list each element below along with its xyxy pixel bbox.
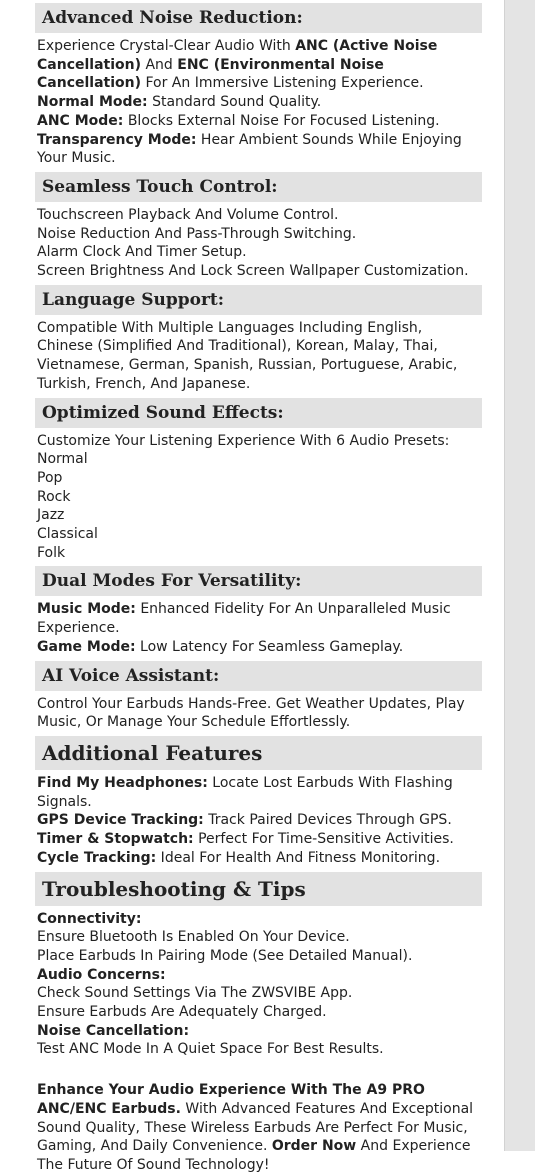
text: Hear Ambient Sounds While Enjoying Your Music. <box>37 131 462 167</box>
bold-text: Order Now <box>271 1138 357 1155</box>
section-heading-troubleshooting-tips: Troubleshooting & Tips <box>35 872 482 906</box>
text-line <box>37 131 482 168</box>
bold-text: Normal Mode: <box>37 94 148 111</box>
text-line <box>37 206 482 225</box>
text: And <box>141 56 178 73</box>
text: Compatible With Multiple Languages Including English, Chinese (Simplified And Traditional), Korean, Malay, Thai, Vietnamese, German, Spanish, Russian, Portuguese, Arabic, Turkish, French, And Japanese. <box>37 319 458 392</box>
text: Alarm Clock And Timer Setup. <box>37 244 247 261</box>
section-heading-ai-voice-assistant: AI Voice Assistant: <box>35 661 482 691</box>
text: Test ANC Mode In A Quiet Space For Best Results. <box>37 1041 384 1058</box>
text: Screen Brightness And Lock Screen Wallpaper Customization. <box>37 263 469 280</box>
bold-text: Find My Headphones: <box>37 774 208 791</box>
text: Ensure Bluetooth Is Enabled On Your Device. <box>37 929 350 946</box>
text: Noise Reduction And Pass-Through Switching. <box>37 225 357 242</box>
text-line <box>37 910 482 929</box>
text-line <box>37 93 482 112</box>
text-line <box>37 112 482 131</box>
bold-text: ENC (Environmental Noise Cancellation) <box>37 56 384 92</box>
text-line <box>37 488 482 507</box>
text-line <box>37 1040 482 1059</box>
text: Pop <box>37 469 63 486</box>
text-line <box>37 544 482 563</box>
section-body <box>37 37 482 168</box>
bold-text: Noise Cancellation: <box>37 1022 190 1039</box>
text-line <box>37 774 482 811</box>
text-line <box>37 984 482 1003</box>
section-heading-language-support: Language Support: <box>35 285 482 315</box>
text: Normal <box>37 451 88 468</box>
text: Touchscreen Playback And Volume Control. <box>37 206 339 223</box>
text: Enhanced Fidelity For An Unparalleled Music Experience. <box>37 601 451 637</box>
text: And Experience The Future Of Sound Technology! <box>37 1138 471 1173</box>
text-line <box>37 450 482 469</box>
text: Jazz <box>37 507 65 524</box>
text-line <box>37 947 482 966</box>
bold-text: Timer & Stopwatch: <box>37 831 194 848</box>
text: Perfect For Time-Sensitive Activities. <box>193 831 454 848</box>
text-line <box>37 928 482 947</box>
text-line <box>37 243 482 262</box>
text: Experience Crystal-Clear Audio With <box>37 38 296 54</box>
text: Ideal For Health And Fitness Monitoring. <box>156 849 441 866</box>
text: With Advanced Features And Exceptional Sound Quality, These Wireless Earbuds Are Perfect For Music, Gaming, And Daily Convenience. <box>37 1100 474 1155</box>
text: Ensure Earbuds Are Adequately Charged. <box>37 1004 327 1021</box>
text: Folk <box>37 544 66 561</box>
text-line <box>37 695 482 732</box>
section-heading-additional-features: Additional Features <box>35 736 482 770</box>
section-heading-optimized-sound-effects: Optimized Sound Effects: <box>35 398 482 428</box>
text-line <box>37 37 482 93</box>
text: For An Immersive Listening Experience. <box>141 75 424 92</box>
section-body <box>37 695 482 732</box>
section-body <box>37 600 482 656</box>
text: Control Your Earbuds Hands-Free. Get Weather Updates, Play Music, Or Manage Your Schedule Effortlessly. <box>37 695 465 731</box>
text: Standard Sound Quality. <box>147 94 322 111</box>
section-body <box>37 319 482 394</box>
bold-text: Audio Concerns: <box>37 966 166 983</box>
text-line <box>37 432 482 451</box>
text-line <box>37 262 482 281</box>
product-description <box>37 3 482 1175</box>
text: Track Paired Devices Through GPS. <box>203 812 452 829</box>
bold-text: Enhance Your Audio Experience With The A9 PRO ANC/ENC Earbuds. <box>37 1082 425 1117</box>
section-body <box>37 774 482 868</box>
text-line <box>37 319 482 394</box>
text: Blocks External Noise For Focused Listening. <box>123 112 440 129</box>
text: Customize Your Listening Experience With 6 Audio Presets: <box>37 432 450 449</box>
section-heading-seamless-touch-control: Seamless Touch Control: <box>35 172 482 202</box>
bold-text: Music Mode: <box>37 601 136 618</box>
text-line <box>37 1022 482 1041</box>
text-line <box>37 525 482 544</box>
closing-paragraph <box>37 1081 482 1175</box>
bold-text: Cycle Tracking: <box>37 849 157 866</box>
text: Check Sound Settings Via The ZWSVIBE App. <box>37 985 353 1002</box>
text: Locate Lost Earbuds With Flashing Signals. <box>37 774 453 810</box>
section-body <box>37 206 482 281</box>
text-line <box>37 600 482 637</box>
text: Place Earbuds In Pairing Mode (See Detailed Manual). <box>37 947 413 964</box>
section-heading-dual-modes-for-versatility: Dual Modes For Versatility: <box>35 566 482 596</box>
text-line <box>37 638 482 657</box>
bold-text: Transparency Mode: <box>37 131 197 148</box>
section-body <box>37 910 482 1060</box>
text: Classical <box>37 526 98 543</box>
section-heading-advanced-noise-reduction: Advanced Noise Reduction: <box>35 3 482 33</box>
text-line <box>37 506 482 525</box>
section-body <box>37 432 482 563</box>
bold-text: ANC Mode: <box>37 112 124 129</box>
text-line <box>37 849 482 868</box>
text-line <box>37 225 482 244</box>
bold-text: GPS Device Tracking: <box>37 812 204 829</box>
text-line <box>37 469 482 488</box>
text-line <box>37 1003 482 1022</box>
text: Rock <box>37 488 71 505</box>
text-line <box>37 966 482 985</box>
text-line <box>37 830 482 849</box>
bold-text: Connectivity: <box>37 910 142 927</box>
text: Low Latency For Seamless Gameplay. <box>135 638 404 655</box>
scrollbar[interactable] <box>504 0 535 1151</box>
bold-text: Game Mode: <box>37 638 136 655</box>
bold-text: ANC (Active Noise Cancellation) <box>37 38 438 73</box>
text-line <box>37 811 482 830</box>
